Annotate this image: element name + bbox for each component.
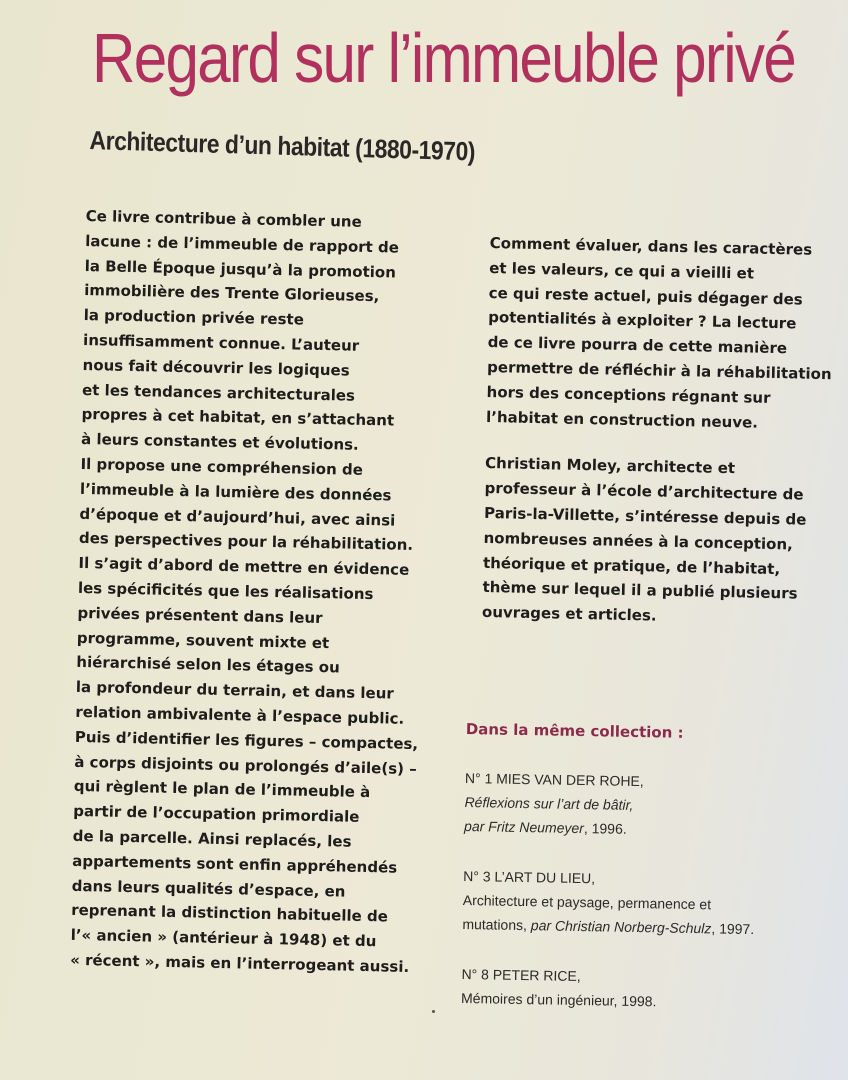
collection-entry xyxy=(464,766,825,844)
author-bio-paragraph xyxy=(482,451,826,632)
text-line: lacune : de l’immeuble de rapport de xyxy=(85,231,400,257)
text-line: nous fait découvrir les logiques xyxy=(82,355,350,380)
text-line: insuffisamment connue. L’auteur xyxy=(82,330,360,355)
entry-subtitle: Réflexions sur l’art de bâtir, xyxy=(464,793,634,813)
text-line: reprenant la distinction habituelle de xyxy=(71,901,389,926)
text-line: Il propose une compréhension de xyxy=(80,454,364,479)
text-line: programme, souvent mixte et xyxy=(76,628,330,652)
text-line: qui règlent le plan de l’immeuble à xyxy=(73,777,371,802)
text-line: d’époque et d’aujourd’hui, avec ainsi xyxy=(79,504,396,530)
text-line: partir de l’occupation primordiale xyxy=(73,801,360,826)
text-line: ouvrages et articles. xyxy=(481,603,657,625)
text-line: de la parcelle. Ainsi replacés, les xyxy=(72,826,352,851)
text-line: à corps disjoints ou prolongés d’aile(s) – xyxy=(74,752,417,778)
text-line: nombreuses années à la conception, xyxy=(483,528,794,554)
collection-list xyxy=(460,718,825,1042)
text-line: théorique et pratique, de l’habitat, xyxy=(482,553,781,578)
text-line: Comment évaluer, dans les caractères xyxy=(489,233,813,259)
entry-subtitle: Architecture et paysage, permanence et xyxy=(462,891,712,913)
text-line: la production privée reste xyxy=(83,306,305,329)
text-line: de ce livre pourra de cette manière xyxy=(487,333,788,358)
text-line: l’habitat en construction neuve. xyxy=(485,407,759,432)
text-line: « récent », mais en l’interrogeant aussi. xyxy=(69,950,410,976)
collection-heading: Dans la même collection : xyxy=(465,719,684,742)
entry-title: N° 8 PETER RICE, xyxy=(461,965,581,985)
text-line: hiérarchisé selon les étages ou xyxy=(76,653,340,677)
text-line: l’« ancien » (antérieur à 1948) et du xyxy=(70,925,377,951)
text-line: ce qui reste actuel, puis dégager des xyxy=(488,283,803,309)
text-line: Ce livre contribue à combler une xyxy=(85,206,362,231)
text-line: Christian Moley, architecte et xyxy=(484,454,736,478)
print-speck xyxy=(432,1010,435,1013)
entry-author: par Fritz Neumeyer xyxy=(463,817,585,837)
text-line: Il s’agit d’abord de mettre en évidence xyxy=(78,554,410,580)
entry-credit-prefix: mutations, xyxy=(462,915,532,934)
collection-entry xyxy=(462,864,823,942)
text-line: la profondeur du terrain, et dans leur xyxy=(75,678,394,703)
entry-year: , 1997. xyxy=(711,920,755,938)
text-line: permettre de réfléchir à la réhabilitation xyxy=(486,357,832,384)
text-line: dans leurs qualités d’espace, en xyxy=(71,876,346,901)
entry-author: par Christian Norberg-Schulz xyxy=(530,917,712,937)
text-line: à leurs constantes et évolutions. xyxy=(80,430,359,454)
text-line: potentialités à exploiter ? La lecture xyxy=(488,308,797,333)
book-title: Regard sur l’immeuble privé xyxy=(92,19,796,97)
text-line: Puis d’identifier les figures – compactes, xyxy=(74,727,419,753)
text-line: privées présentent dans leur xyxy=(77,603,323,627)
text-line: appartements sont enfin appréhendés xyxy=(72,851,398,877)
book-subtitle: Architecture d’un habitat (1880-1970) xyxy=(89,124,476,167)
text-line: relation ambivalente à l’espace public. xyxy=(75,702,405,728)
text-line: l’immeuble à la lumière des données xyxy=(79,479,392,505)
left-text-column xyxy=(70,204,446,980)
text-line: professeur à l’école d’architecture de xyxy=(484,479,804,504)
entry-title: N° 1 MIES VAN DER ROHE, xyxy=(464,769,644,790)
text-line: immobilière des Trente Glorieuses, xyxy=(84,281,380,306)
entry-subtitle: Mémoires d’un ingénieur, 1998. xyxy=(460,989,657,1010)
description-paragraph xyxy=(486,231,830,436)
collection-entry xyxy=(461,962,822,1016)
text-line: Paris-la-Villette, s’intéresse depuis de xyxy=(483,503,807,529)
entry-credit xyxy=(462,912,822,942)
text-line: les spécificités que les réalisations xyxy=(77,578,374,604)
entry-title: N° 3 L’ART DU LIEU, xyxy=(463,867,596,887)
text-line: thème sur lequel il a publié plusieurs xyxy=(482,578,798,603)
text-line: propres à cet habitat, en s’attachant xyxy=(81,405,395,430)
entry-year: , 1996. xyxy=(583,820,627,837)
text-line: et les valeurs, ce qui a vieilli et xyxy=(489,258,755,283)
text-line: hors des conceptions régnant sur xyxy=(486,382,771,407)
right-text-column xyxy=(482,231,830,632)
text-line: la Belle Époque jusqu’à la promotion xyxy=(84,256,397,282)
text-line: des perspectives pour la réhabilitation. xyxy=(78,529,414,555)
text-line: et les tendances architecturales xyxy=(81,380,356,405)
entry-credit xyxy=(464,814,824,844)
